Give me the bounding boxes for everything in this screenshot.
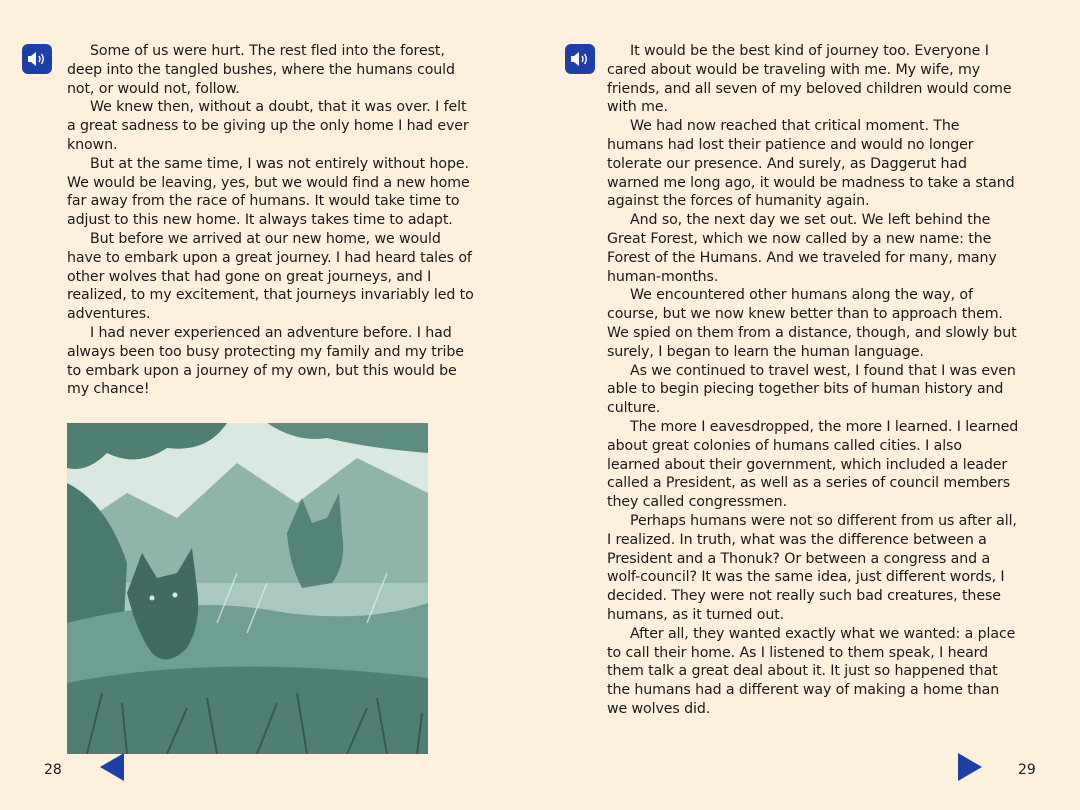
left-audio-button[interactable] — [22, 44, 52, 74]
paragraph: And so, the next day we set out. We left behind the Great Forest, which we now called by a new name: the Forest of the Humans. And we traveled for many, many human-months. — [607, 212, 997, 285]
left-page-text — [67, 42, 479, 399]
previous-page-button[interactable] — [98, 752, 126, 782]
paragraph: It would be the best kind of journey too. Everyone I cared about would be traveling with me. My wife, my friends, and all seven of my beloved children would come with me. — [607, 43, 1012, 116]
paragraph: We encountered other humans along the way, of course, but we now knew better than to approach them. We spied on them from a distance, though, and slowly but surely, I began to learn the human language. — [607, 287, 1017, 360]
next-page-button[interactable] — [956, 752, 984, 782]
wolf-forest-illustration — [67, 423, 428, 754]
paragraph: Some of us were hurt. The rest fled into the forest, deep into the tangled bushes, where the humans could not, or would not, follow. — [67, 43, 455, 97]
paragraph: We had now reached that critical moment. The humans had lost their patience and would no longer tolerate our presence. And surely, as Daggerut had warned me long ago, it would be madness to take a stand against the forces of humanity again. — [607, 118, 1015, 210]
paragraph: We knew then, without a doubt, that it was over. I felt a great sadness to be giving up the only home I had ever known. — [67, 99, 469, 153]
left-arrow-icon — [98, 752, 126, 782]
paragraph: But at the same time, I was not entirely without hope. We would be leaving, yes, but we would find a new home far away from the race of humans. It would take time to adjust to this new home. It always takes time to adapt. — [67, 155, 470, 229]
paragraph: The more I eavesdropped, the more I learned. I learned about great colonies of humans called cities. I also learned about their government, which included a leader called a President, as well as a series of council members they called congressmen. — [607, 418, 1019, 511]
speaker-icon — [569, 50, 591, 68]
speaker-icon — [26, 50, 48, 68]
right-page-text — [607, 42, 1019, 719]
paragraph: But before we arrived at our new home, we would have to embark upon a great journey. I had heard tales of other wolves that had gone on great journeys, and I realized, to my excitement, that journeys invariably led to adventures. — [67, 230, 474, 323]
paragraph: Perhaps humans were not so different from us after all, I realized. In truth, what was the difference between a President and a Thonuk? Or between a congress and a wolf-council? It was the same idea, just different words, I decided. They were not really such bad creatures, these humans, as it turned out. — [607, 512, 1017, 623]
left-page-number: 28 — [44, 762, 62, 778]
right-page-number: 29 — [1018, 762, 1036, 778]
right-arrow-icon — [956, 752, 984, 782]
paragraph: As we continued to travel west, I found that I was even able to begin piecing together bits of human history and culture. — [607, 362, 1016, 417]
paragraph: After all, they wanted exactly what we wanted: a place to call their home. As I listened to them speak, I heard them talk a great deal about it. It just so happened that the humans had a different way of making a home than we wolves did. — [607, 625, 1016, 717]
right-audio-button[interactable] — [565, 44, 595, 74]
paragraph: I had never experienced an adventure before. I had always been too busy protecting my family and my tribe to embark upon a journey of my own, but this would be my chance! — [67, 324, 464, 398]
